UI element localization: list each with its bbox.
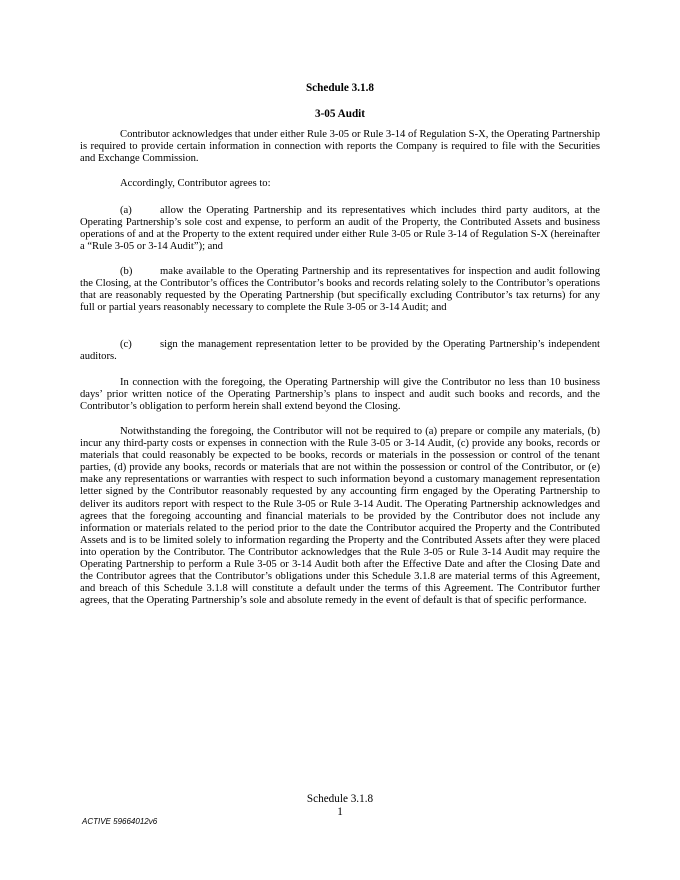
list-item: [80, 339, 600, 363]
page-number: 1: [337, 806, 343, 818]
intro-paragraph: Contributor acknowledges that under either Rule 3-05 or Rule 3-14 of Regulation S-X, the Operating Partnership is required to provide certain information in connection with reports the Company is required to file with the Securities and Exchange Commission.: [80, 129, 600, 165]
agrees-paragraph: Accordingly, Contributor agrees to:: [120, 178, 271, 189]
connection-paragraph: In connection with the foregoing, the Operating Partnership will give the Contributor no less than 10 business days’ prior written notice of the Operating Partnership’s plans to inspect and audit such books and records, and the Contributor’s obligation to perform herein shall extend beyond the Closing.: [80, 377, 600, 413]
schedule-title: Schedule 3.1.8: [305, 82, 375, 94]
list-item-text: make available to the Operating Partnership and its representatives for inspection and audit following the Closing, at the Contributor’s offices the Contributor’s books and records relating solely to the Contributor’s operations that are reasonably requested by the Operating Partnership (but specifically excluding Contributor’s tax returns) for any full or partial years reasonably necessary to complete the Rule 3-05 or 3-14 Audit; and: [80, 266, 600, 314]
notwithstanding-paragraph: Notwithstanding the foregoing, the Contributor will not be required to (a) prepare or compile any materials, (b) incur any third-party costs or expenses in connection with the Rule 3-05 or 3-14 Audit, (c) provide any books, records or materials that could reasonably be expected to be books, records or materials in the possession or control of the tenant parties, (d) provide any books, records or materials that are not within the possession or control of the Contributor, or (e) make any representations or warranties with respect to such information beyond a customary management representation letter signed by the Contributor reasonably requested by any accounting firm engaged by the Operating Partnership to deliver its auditors report with respect to the Rule 3-05 or Rule 3-14 Audit. The Operating Partnership acknowledges and agrees that the foregoing accounting and financial materials to be provided by the Contributor does not include any information or materials related to the period prior to the date the Contributor acquired the Property and the Contributed Assets and is to be limited solely to information regarding the Property and the Contributed Assets after they were placed into operation by the Contributor. The Contributor acknowledges that the Rule 3-05 or Rule 3-14 Audit may require the Operating Partnership to perform a Rule 3-05 or 3-14 Audit both after the Effective Date and after the Closing Date and the Contributor agrees that the Contributor’s obligations under this Schedule 3.1.8 are material terms of this Agreement, and breach of this Schedule 3.1.8 will constitute a default under the terms of this Agreement. The Contributor further agrees, that the Operating Partnership’s sole and absolute remedy in the event of default is that of specific performance.: [80, 426, 600, 607]
footer-schedule-label: Schedule 3.1.8: [306, 793, 374, 805]
list-item-label: (a): [120, 205, 132, 216]
list-item-label: (c): [120, 339, 132, 350]
list-item: [80, 205, 600, 253]
list-item-text: sign the management representation letter to be provided by the Operating Partnership’s independent auditors.: [80, 339, 600, 363]
section-title: 3-05 Audit: [314, 108, 366, 120]
document-id: ACTIVE 59664012v6: [82, 817, 158, 826]
list-item-text: allow the Operating Partnership and its representatives which includes third party auditors, at the Operating Partnership’s sole cost and expense, to perform an audit of the Property, the Contributed Assets and business operations of and at the Property to the extent required under either Rule 3-05 or Rule 3-14 of Regulation S-X (hereinafter a “Rule 3-05 or 3-14 Audit”); and: [80, 205, 600, 253]
list-item: [80, 266, 600, 314]
list-item-label: (b): [120, 266, 133, 277]
